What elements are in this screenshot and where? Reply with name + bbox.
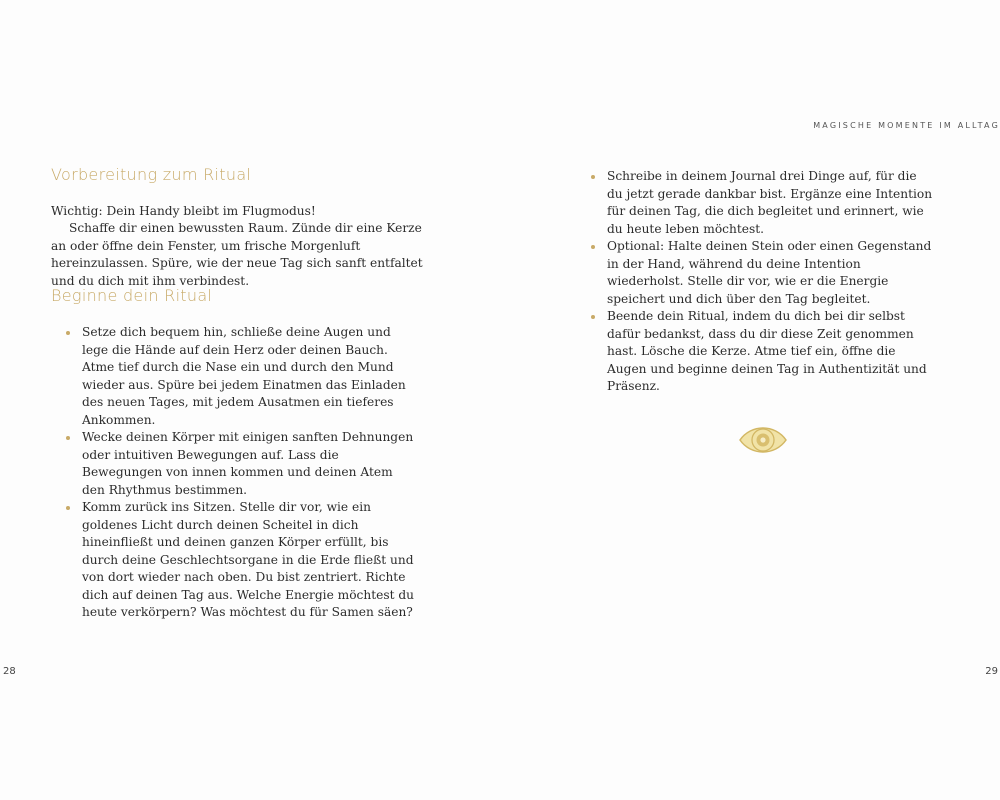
- important-note: Wichtig: Dein Handy bleibt im Flugmodus!: [51, 204, 316, 218]
- list-item: [590, 168, 935, 238]
- intro-paragraph: Schaffe dir einen bewussten Raum. Zünde dir eine Kerze an oder öffne dein Fenster, um frische Morgenluft hereinzulassen. Spüre, wie der neue Tag sich sanft entfaltet und du dich mit ihm verbindest.: [51, 221, 423, 288]
- eye-icon: [737, 419, 789, 461]
- bullet-dot-icon: [591, 315, 595, 319]
- list-item-text: Wecke deinen Körper mit einigen sanften Dehnungen oder intuitiven Bewegungen auf. Lass die Bewegungen von innen kommen und deinen Atem den Rhythmus bestimmen.: [82, 430, 414, 497]
- right-page: [500, 0, 1000, 800]
- heading-preparation: Vorbereitung zum Ritual: [51, 165, 252, 184]
- list-item-text: Optional: Halte deinen Stein oder einen Gegenstand in der Hand, während du deine Intention wiederholst. Stelle dir vor, wie er die Energie speichert und dich über den Tag begleitet.: [607, 239, 932, 306]
- page-number-right: 29: [985, 666, 998, 677]
- ritual-steps-list: [65, 324, 415, 622]
- list-item: [590, 238, 935, 308]
- list-item-text: Schreibe in deinem Journal drei Dinge auf, für die du jetzt gerade dankbar bist. Ergänze eine Intention für deinen Tag, die dich begleitet und erinnert, wie du heute leben möchtest.: [607, 169, 933, 236]
- bullet-dot-icon: [66, 331, 70, 335]
- bullet-dot-icon: [591, 245, 595, 249]
- list-item: [65, 324, 415, 429]
- list-item: [65, 429, 415, 499]
- list-item-text: Beende dein Ritual, indem du dich bei dir selbst dafür bedankst, dass du dir diese Zeit genommen hast. Lösche die Kerze. Atme tief ein, öffne die Augen und beginne deinen Tag in Authentizität und Präsenz.: [607, 309, 927, 393]
- bullet-dot-icon: [591, 175, 595, 179]
- bullet-dot-icon: [66, 506, 70, 510]
- ritual-steps-continued-list: [590, 168, 935, 396]
- running-head: MAGISCHE MOMENTE IM ALLTAG: [813, 121, 1000, 130]
- bullet-dot-icon: [66, 436, 70, 440]
- list-item: [65, 499, 415, 622]
- page-number-left: 28: [3, 666, 16, 677]
- heading-begin-ritual: Beginne dein Ritual: [51, 286, 213, 305]
- list-item-text: Komm zurück ins Sitzen. Stelle dir vor, wie ein goldenes Licht durch deinen Scheitel in dich hineinfließt und deinen ganzen Körper erfüllt, bis durch deine Geschlechtsorgane in die Erde fließt und von dort wieder nach oben. Du bist zentriert. Richte dich auf deinen Tag aus. Welche Energie möchtest du heute verkörpern? Was möchtest du für Samen säen?: [82, 500, 415, 619]
- list-item: [590, 308, 935, 396]
- list-item-text: Setze dich bequem hin, schließe deine Augen und lege die Hände auf dein Herz oder deinen Bauch. Atme tief durch die Nase ein und durch den Mund wieder aus. Spüre bei jedem Einatmen das Einladen des neuen Tages, mit jedem Ausatmen ein tieferes Ankommen.: [82, 325, 406, 427]
